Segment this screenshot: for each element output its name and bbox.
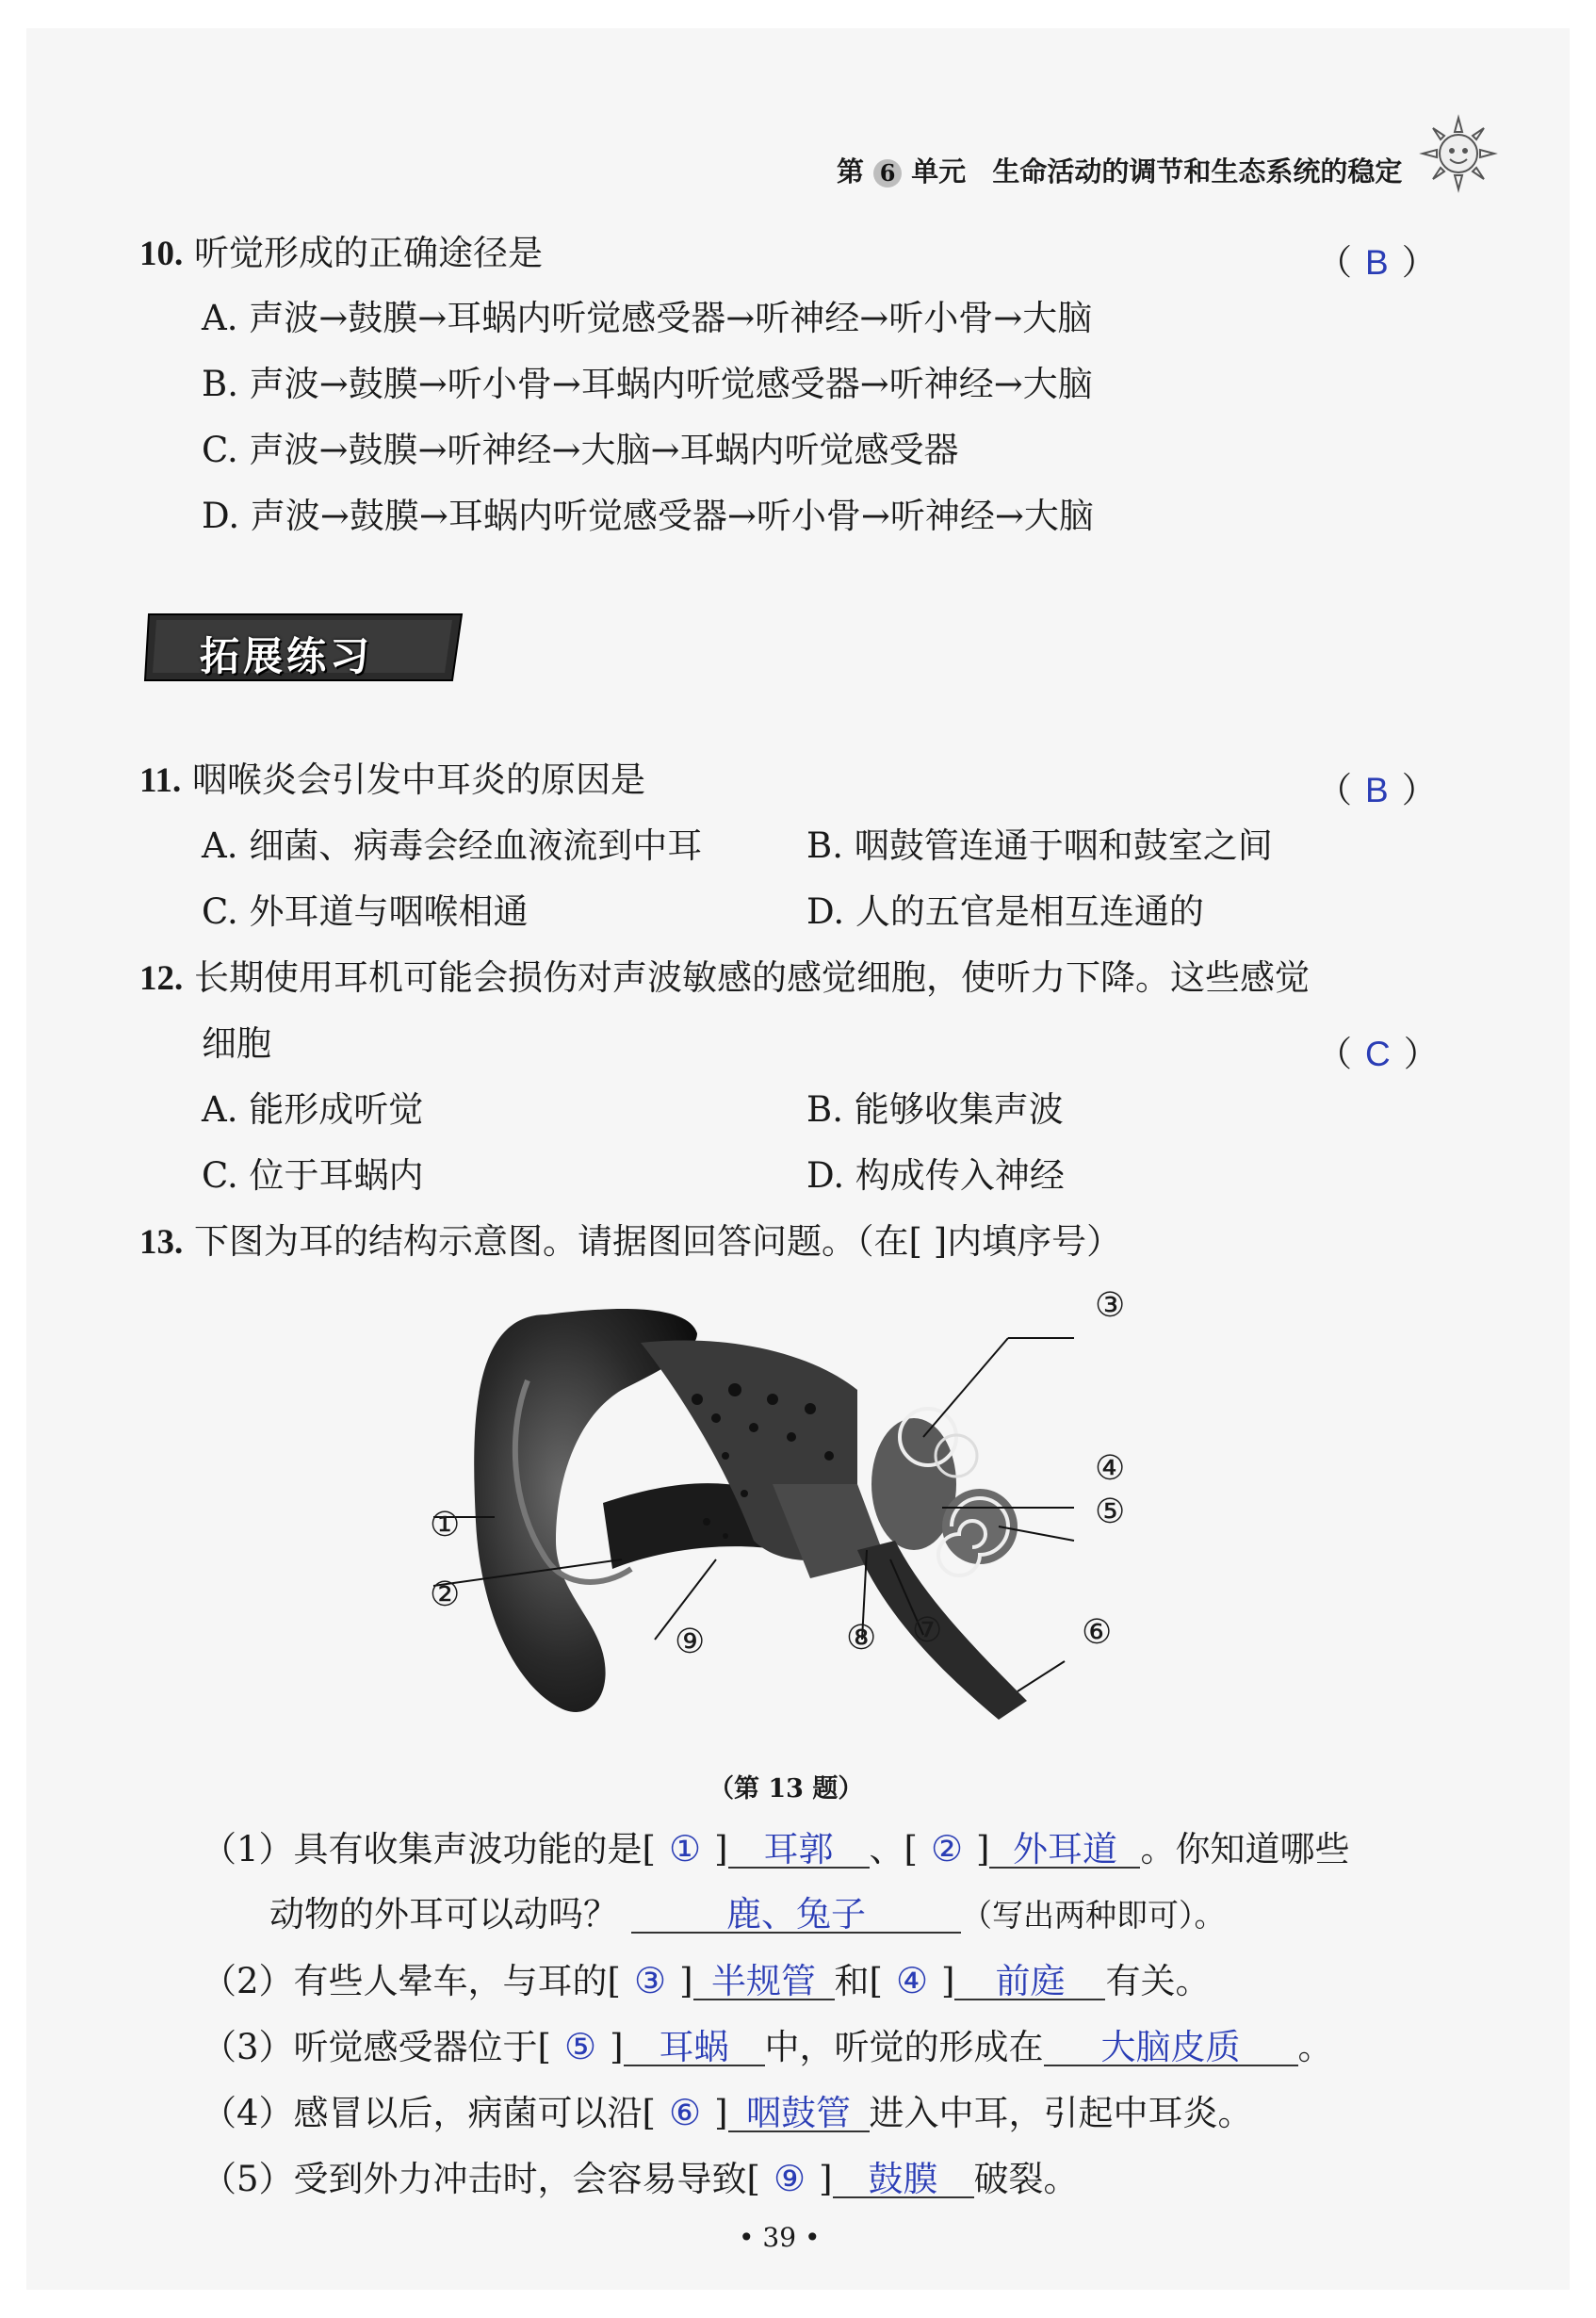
figure-label-2: ② [430,1575,461,1614]
sub2-num1: ③ [633,1960,667,2001]
question-10-stem [139,229,543,279]
option-c: C. 声波→鼓膜→听神经→大脑→耳蜗内听觉感受器 [202,430,959,470]
header-suffix: 单元 [911,155,967,188]
question-text: 长期使用耳机可能会损伤对声波敏感的感觉细胞，使听力下降。这些感觉 [194,957,1311,998]
question-number: 11. [139,761,182,800]
figure-label-5: ⑤ [1095,1493,1126,1531]
option-a: A. 细菌、病毒会经血液流到中耳 [202,825,703,866]
sub4-tail: 进入中耳，引起中耳炎。 [869,2093,1253,2133]
question-13-stem [139,1217,1121,1267]
sub-question-1: （1）具有收集声波功能的是[ ① ] 耳郭 、[ ② ] 外耳道 。你知道哪些 [202,1828,1350,1869]
sub-question-4: （4）感冒以后，病菌可以沿[ ⑥ ] 咽鼓管 进入中耳，引起中耳炎。 [202,2092,1253,2133]
option-b: B. 咽鼓管连通于咽和鼓室之间 [806,825,1273,866]
figure-label-8: ⑧ [846,1619,877,1657]
section-banner-text: 拓展练习 [200,633,374,679]
option-a: A. 能形成听觉 [202,1089,424,1130]
figure-label-6: ⑥ [1082,1613,1113,1652]
answer-q12: C [1365,1035,1391,1073]
question-text: 咽喉炎会引发中耳炎的原因是 [191,759,645,800]
figure-label-3: ③ [1095,1286,1126,1325]
sub2-num2: ④ [895,1960,929,2001]
option-c: C. 位于耳蜗内 [202,1155,424,1196]
question-number: 12. [139,959,184,998]
figure-label-9: ⑨ [675,1623,706,1661]
option-a: A. 声波→鼓膜→耳蜗内听觉感受器→听神经→听小骨→大脑 [202,298,1093,338]
sub4-prefix: （4）感冒以后，病菌可以沿[ [202,2093,656,2133]
sub3-prefix: （3）听觉感受器位于[ [202,2027,551,2067]
sub1-num1: ① [668,1828,702,1869]
question-number: 13. [139,1223,184,1262]
sun-icon [1418,113,1499,194]
option-b: B. 声波→鼓膜→听小骨→耳蜗内听觉感受器→听神经→大脑 [202,364,1093,404]
sub4-num1: ⑥ [668,2092,702,2133]
sub2-answer2: 前庭 [954,1965,1105,2000]
sub1-line2-prefix: 动物的外耳可以动吗？ [269,1894,618,1934]
sub5-num1: ⑨ [773,2158,806,2199]
sub1-answer3: 鹿、兔子 [631,1898,961,1934]
ear-structure-diagram [415,1277,1187,1738]
sub3-num1: ⑤ [563,2026,597,2067]
sub1-tail: 。你知道哪些 [1140,1829,1350,1869]
answer-bracket: （ C ） [1317,1034,1439,1074]
question-12-stem [139,954,1310,1004]
sub2-mid: 和[ [834,1961,883,2001]
question-number: 10. [139,235,184,273]
sub1-sep: 、[ [869,1829,918,1869]
sub-question-2: （2）有些人晕车，与耳的[ ③ ] 半规管 和[ ④ ] 前庭 有关。 [202,1960,1211,2001]
figure-caption: （第 13 题） [708,1774,864,1804]
unit-number-badge: 6 [873,159,902,188]
sub-question-5: （5）受到外力冲击时，会容易导致[ ⑨ ] 鼓膜 破裂。 [202,2158,1079,2199]
sub2-answer1: 半规管 [693,1965,835,2000]
sub3-answer2: 大脑皮质 [1044,2031,1298,2066]
figure-label-1: ① [430,1506,461,1544]
sub3-mid: 中，听觉的形成在 [764,2027,1044,2067]
option-b: B. 能够收集声波 [806,1089,1064,1130]
sub1-prefix: （1）具有收集声波功能的是[ [202,1829,656,1869]
answer-bracket: （ B ） [1317,770,1437,810]
sub4-answer1: 咽鼓管 [728,2097,870,2132]
sub5-prefix: （5）受到外力冲击时，会容易导致[ [202,2159,760,2199]
sub-question-1-line2 [269,1890,1226,1940]
sub5-answer1: 鼓膜 [833,2163,974,2198]
sub-question-3: （3）听觉感受器位于[ ⑤ ] 耳蜗 中，听觉的形成在 大脑皮质 。 [202,2026,1333,2067]
option-c: C. 外耳道与咽喉相通 [202,891,529,932]
page-number: • 39 • [739,2222,821,2253]
sub1-answer2: 外耳道 [989,1833,1140,1869]
sub5-tail: 破裂。 [973,2159,1079,2199]
header-prefix: 第 [837,155,865,188]
option-d: D. 人的五官是相互连通的 [806,891,1204,932]
header-title: 生命活动的调节和生态系统的稳定 [992,155,1403,188]
option-d: D. 构成传入神经 [806,1155,1065,1196]
question-text-cont: 细胞 [202,1023,271,1064]
sub2-tail: 有关。 [1105,1961,1211,2001]
question-text: 听觉形成的正确途径是 [194,233,544,273]
sub3-tail: 。 [1297,2027,1333,2067]
sub3-answer1: 耳蜗 [624,2031,765,2066]
sub1-answer1: 耳郭 [728,1833,870,1869]
sub2-prefix: （2）有些人晕车，与耳的[ [202,1961,621,2001]
question-11-stem [139,756,645,806]
answer-bracket: （ B ） [1317,242,1437,283]
answer-q11: B [1365,771,1389,809]
figure-label-7: ⑦ [912,1611,943,1650]
option-d: D. 声波→鼓膜→耳蜗内听觉感受器→听小骨→听神经→大脑 [202,496,1094,536]
unit-header [837,151,1402,189]
figure-label-4: ④ [1095,1449,1126,1488]
sub1-num2: ② [930,1828,964,1869]
sub1-line2-tail: （写出两种即可）。 [961,1897,1226,1934]
question-text: 下图为耳的结构示意图。请据图回答问题。（在[ ]内填序号） [194,1221,1122,1262]
answer-q10: B [1365,243,1389,282]
